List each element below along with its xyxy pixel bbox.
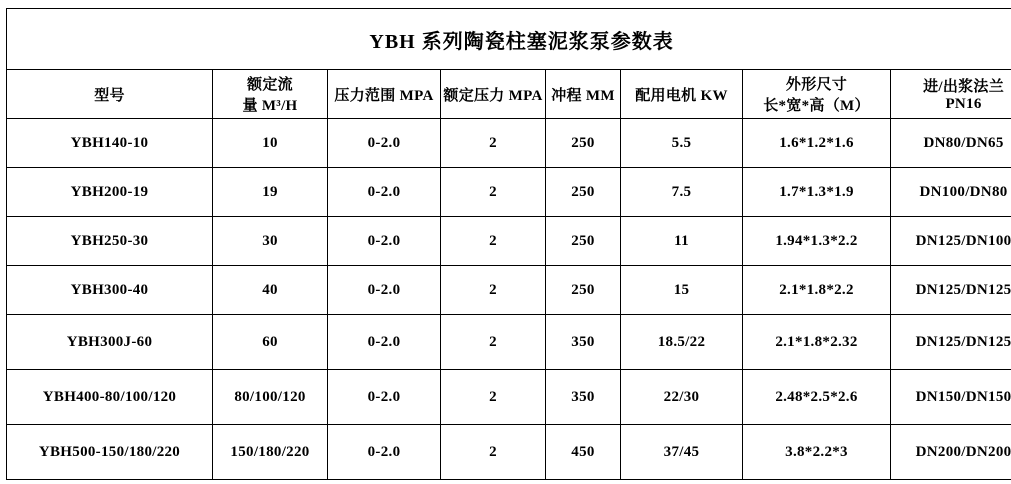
cell-pressure-range: 0-2.0	[328, 370, 441, 425]
header-model-line1: 型号	[94, 88, 125, 104]
cell-stroke: 450	[546, 425, 621, 480]
header-model	[7, 70, 213, 119]
cell-model: YBH200-19	[7, 168, 213, 217]
cell-pressure-range: 0-2.0	[328, 119, 441, 168]
header-dimensions-line2: 长*宽*高（M）	[763, 98, 870, 114]
table-header-row	[7, 70, 1011, 119]
header-flange-line1: 进/出浆法兰	[923, 79, 1004, 95]
header-dimensions-line1: 外形尺寸	[786, 77, 847, 93]
cell-pressure-range: 0-2.0	[328, 425, 441, 480]
header-rated-pressure-unit: MPA	[509, 88, 543, 104]
cell-rated-flow: 150/180/220	[213, 425, 328, 480]
cell-stroke: 250	[546, 217, 621, 266]
cell-stroke: 350	[546, 370, 621, 425]
cell-stroke: 250	[546, 168, 621, 217]
cell-dimensions: 2.1*1.8*2.32	[743, 315, 891, 370]
cell-rated-pressure: 2	[441, 217, 546, 266]
cell-rated-flow: 40	[213, 266, 328, 315]
header-stroke-line1: 冲程	[551, 88, 582, 104]
header-rated-pressure-line1: 额定压力	[443, 88, 504, 104]
cell-dimensions: 1.94*1.3*2.2	[743, 217, 891, 266]
parameter-table	[6, 8, 1011, 480]
table-title-row	[7, 9, 1011, 70]
table-row	[7, 425, 1011, 480]
cell-rated-pressure: 2	[441, 266, 546, 315]
header-pressure-range-unit: MPA	[400, 88, 434, 104]
cell-rated-pressure: 2	[441, 370, 546, 425]
table-title: YBH 系列陶瓷柱塞泥浆泵参数表	[7, 9, 1011, 70]
cell-stroke: 250	[546, 266, 621, 315]
cell-flange: DN200/DN200	[891, 425, 1011, 480]
cell-dimensions: 2.1*1.8*2.2	[743, 266, 891, 315]
header-motor-line1: 配用电机	[635, 88, 696, 104]
header-flange	[891, 70, 1011, 119]
cell-pressure-range: 0-2.0	[328, 217, 441, 266]
cell-motor: 11	[621, 217, 743, 266]
cell-stroke: 250	[546, 119, 621, 168]
cell-dimensions: 1.6*1.2*1.6	[743, 119, 891, 168]
cell-flange: DN80/DN65	[891, 119, 1011, 168]
cell-motor: 5.5	[621, 119, 743, 168]
header-motor	[621, 70, 743, 119]
cell-pressure-range: 0-2.0	[328, 315, 441, 370]
header-rated-flow-line1: 额定流	[247, 77, 293, 93]
cell-flange: DN100/DN80	[891, 168, 1011, 217]
table-row	[7, 370, 1011, 425]
header-stroke	[546, 70, 621, 119]
cell-model: YBH140-10	[7, 119, 213, 168]
cell-flange: DN150/DN150	[891, 370, 1011, 425]
cell-stroke: 350	[546, 315, 621, 370]
cell-rated-flow: 10	[213, 119, 328, 168]
cell-motor: 15	[621, 266, 743, 315]
cell-rated-flow: 30	[213, 217, 328, 266]
cell-dimensions: 2.48*2.5*2.6	[743, 370, 891, 425]
cell-motor: 18.5/22	[621, 315, 743, 370]
table-row	[7, 266, 1011, 315]
table-row	[7, 217, 1011, 266]
header-flange-line2: PN16	[945, 96, 981, 112]
cell-dimensions: 1.7*1.3*1.9	[743, 168, 891, 217]
cell-model: YBH250-30	[7, 217, 213, 266]
table-row	[7, 315, 1011, 370]
header-rated-flow	[213, 70, 328, 119]
cell-motor: 37/45	[621, 425, 743, 480]
cell-rated-flow: 80/100/120	[213, 370, 328, 425]
document-page	[0, 8, 1011, 484]
cell-model: YBH300J-60	[7, 315, 213, 370]
header-dimensions	[743, 70, 891, 119]
cell-rated-pressure: 2	[441, 425, 546, 480]
cell-pressure-range: 0-2.0	[328, 168, 441, 217]
cell-motor: 22/30	[621, 370, 743, 425]
header-motor-unit: KW	[700, 88, 727, 104]
table-row	[7, 119, 1011, 168]
cell-dimensions: 3.8*2.2*3	[743, 425, 891, 480]
cell-rated-flow: 19	[213, 168, 328, 217]
header-rated-pressure	[441, 70, 546, 119]
cell-rated-pressure: 2	[441, 119, 546, 168]
cell-rated-pressure: 2	[441, 315, 546, 370]
cell-flange: DN125/DN125	[891, 315, 1011, 370]
cell-motor: 7.5	[621, 168, 743, 217]
table-row	[7, 168, 1011, 217]
cell-model: YBH400-80/100/120	[7, 370, 213, 425]
cell-rated-flow: 60	[213, 315, 328, 370]
cell-model: YBH500-150/180/220	[7, 425, 213, 480]
cell-flange: DN125/DN100	[891, 217, 1011, 266]
cell-flange: DN125/DN125	[891, 266, 1011, 315]
header-pressure-range-line1: 压力范围	[334, 88, 395, 104]
header-pressure-range	[328, 70, 441, 119]
header-stroke-unit: MM	[586, 88, 615, 104]
header-rated-flow-line2: 量 M³/H	[242, 98, 297, 114]
cell-model: YBH300-40	[7, 266, 213, 315]
cell-rated-pressure: 2	[441, 168, 546, 217]
cell-pressure-range: 0-2.0	[328, 266, 441, 315]
